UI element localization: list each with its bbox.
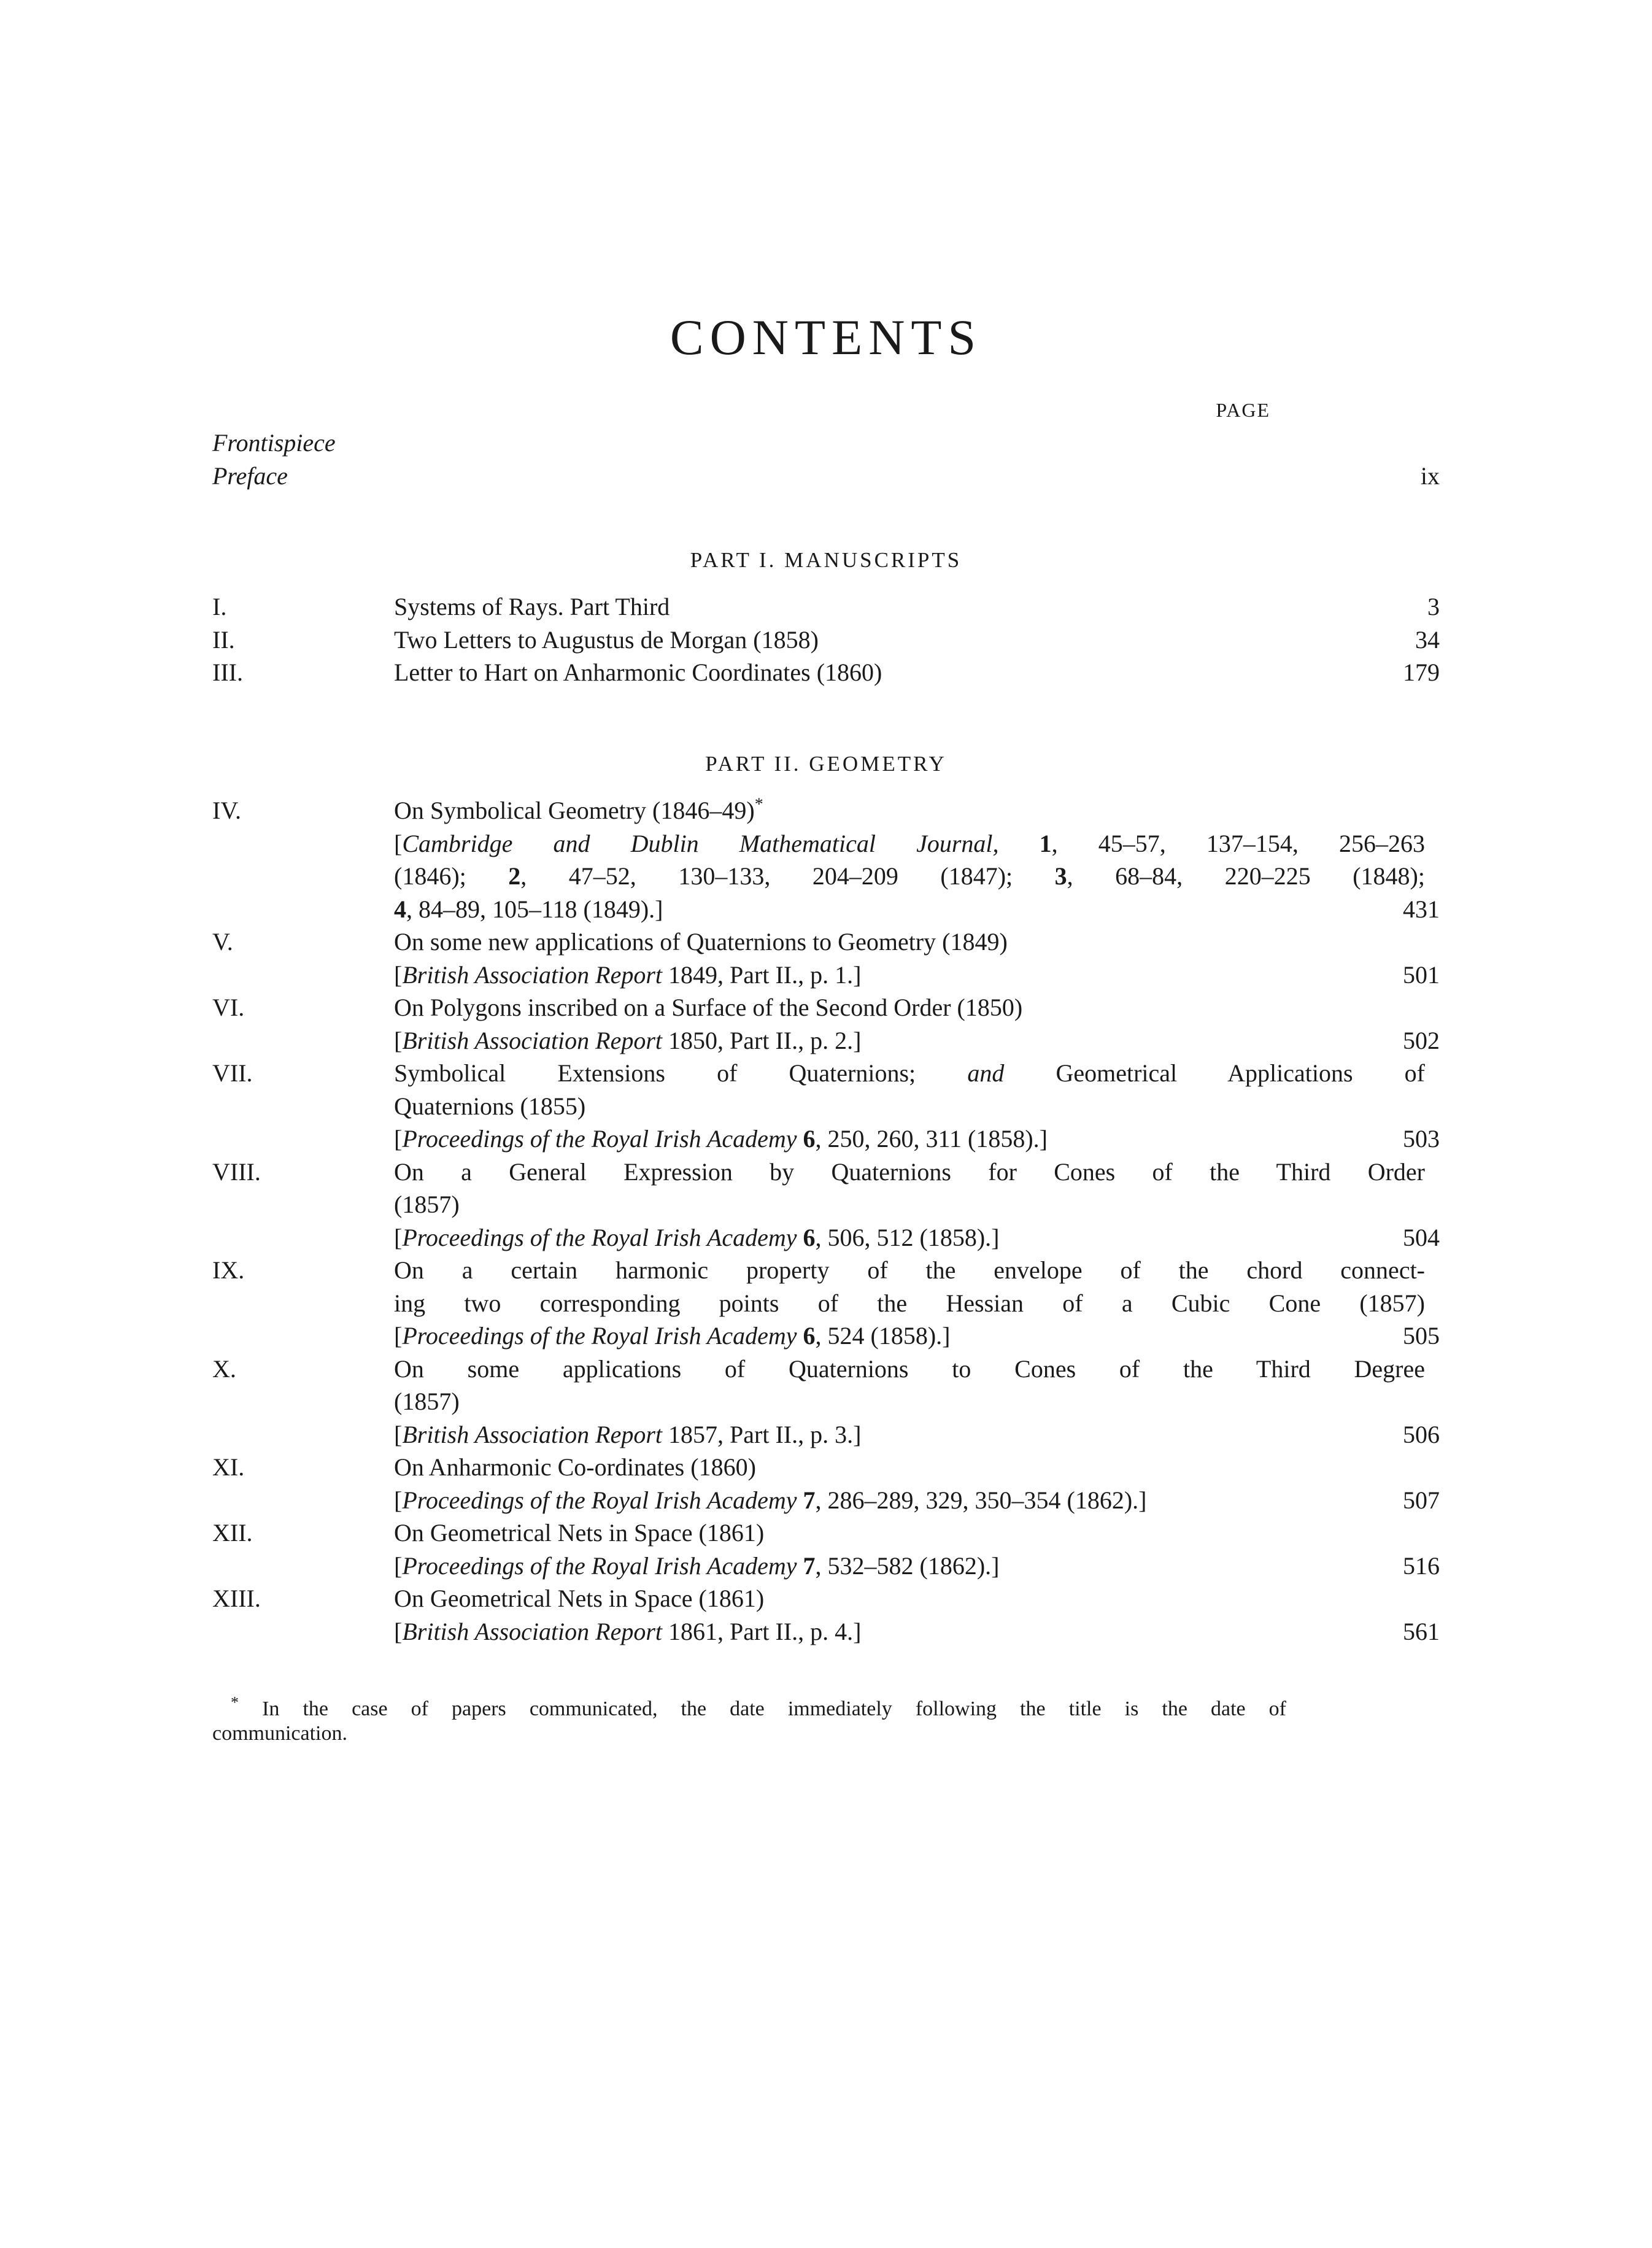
entry-numeral: I. — [212, 593, 227, 620]
entry-page: 506 — [1403, 1420, 1440, 1448]
entry-reference: [British Association Report 1861, Part II., p. 4.] — [394, 1617, 862, 1645]
entry-title: On Polygons inscribed on a Surface of the Second Order (1850) — [394, 994, 1023, 1021]
entry-title: On Geometrical Nets in Space (1861) — [394, 1519, 765, 1547]
part-heading: PART II. GEOMETRY — [705, 752, 947, 776]
footnote-text: communication. — [212, 1722, 348, 1745]
front-matter-page: ix — [1420, 462, 1440, 490]
entry-page: 503 — [1403, 1125, 1440, 1153]
toc-entry — [212, 656, 1440, 689]
entry-title: On Symbolical Geometry (1846–49) — [394, 797, 755, 824]
entry-numeral: II. — [212, 625, 235, 654]
footnote — [212, 1693, 1287, 1746]
toc-entry — [212, 590, 1440, 624]
entry-page: 34 — [1415, 625, 1440, 654]
entry-title: Systems of Rays. Part Third — [394, 593, 670, 620]
entry-page: 431 — [1403, 895, 1440, 923]
entry-page: 504 — [1403, 1223, 1440, 1251]
front-matter-item — [212, 427, 1440, 460]
toc-entry — [212, 1516, 1440, 1582]
entry-page: 501 — [1403, 960, 1440, 989]
page-title: CONTENTS — [670, 309, 982, 365]
entry-numeral: VIII. — [212, 1157, 261, 1186]
entry-reference: [Proceedings of the Royal Irish Academy 6, 506, 512 (1858).] — [394, 1223, 1000, 1251]
entry-title: (1857) — [394, 1388, 460, 1415]
entry-title: Letter to Hart on Anharmonic Coordinates (1860) — [394, 659, 882, 686]
entry-title: Symbolical Extensions of Quaternions; and Geometrical Applications of — [394, 1059, 1425, 1087]
entry-reference: 4, 84–89, 105–118 (1849).] — [394, 895, 663, 923]
entry-reference: [Proceedings of the Royal Irish Academy 7, 286–289, 329, 350–354 (1862).] — [394, 1486, 1147, 1514]
entry-page: 3 — [1427, 593, 1440, 620]
toc-entry — [212, 1451, 1440, 1516]
entry-title: On Geometrical Nets in Space (1861) — [394, 1585, 765, 1612]
entry-numeral: VII. — [212, 1059, 253, 1087]
entry-title: On a General Expression by Quaternions for Cones of the Third Order — [394, 1157, 1425, 1186]
entry-title: On a certain harmonic property of the envelope of the chord connect- — [394, 1256, 1425, 1284]
toc-entry — [212, 1156, 1440, 1254]
front-matter-label: Preface — [212, 462, 288, 490]
entry-page: 507 — [1403, 1486, 1440, 1514]
entry-reference: [British Association Report 1849, Part II., p. 1.] — [394, 960, 862, 989]
entry-numeral: IV. — [212, 797, 242, 824]
toc-entry — [212, 1254, 1440, 1353]
entry-page: 179 — [1403, 659, 1440, 686]
entry-reference: [Proceedings of the Royal Irish Academy 6, 524 (1858).] — [394, 1322, 951, 1350]
front-matter-item — [212, 460, 1440, 493]
entry-page: 505 — [1403, 1322, 1440, 1350]
entry-reference: [British Association Report 1857, Part II., p. 3.] — [394, 1420, 862, 1448]
entry-numeral: V. — [212, 928, 233, 956]
entry-reference: (1846); 2, 47–52, 130–133, 204–209 (1847); 3, 68–84, 220–225 (1848); — [394, 862, 1425, 890]
part-1-list — [212, 590, 1440, 689]
part-2-list — [212, 794, 1440, 1648]
entry-numeral: XI. — [212, 1453, 245, 1481]
entry-title: On some applications of Quaternions to Cones of the Third Degree — [394, 1354, 1425, 1383]
part-heading: PART I. MANUSCRIPTS — [690, 548, 962, 572]
footnote-text: In the case of papers communicated, the date immediately following the title is the date of — [262, 1698, 1287, 1720]
entry-page: 561 — [1403, 1617, 1440, 1645]
entry-numeral: XII. — [212, 1519, 253, 1547]
toc-entry — [212, 1057, 1440, 1156]
toc-entry — [212, 1353, 1440, 1451]
entry-reference: [Proceedings of the Royal Irish Academy 7, 532–582 (1862).] — [394, 1551, 1000, 1580]
entry-reference: [Proceedings of the Royal Irish Academy 6, 250, 260, 311 (1858).] — [394, 1125, 1048, 1153]
entry-page: 502 — [1403, 1026, 1440, 1054]
entry-title: Quaternions (1855) — [394, 1092, 586, 1120]
entry-reference: [British Association Report 1850, Part II., p. 2.] — [394, 1026, 862, 1054]
entry-title: ing two corresponding points of the Hessian of a Cubic Cone (1857) — [394, 1289, 1425, 1317]
toc-entry — [212, 794, 1440, 925]
toc-entry — [212, 624, 1440, 657]
entry-numeral: VI. — [212, 994, 245, 1021]
entry-numeral: X. — [212, 1354, 236, 1383]
entry-numeral: IX. — [212, 1256, 245, 1284]
entry-page: 516 — [1403, 1551, 1440, 1580]
entry-numeral: III. — [212, 659, 243, 686]
toc-entry — [212, 925, 1440, 991]
entry-title: (1857) — [394, 1191, 460, 1218]
front-matter — [212, 427, 1440, 493]
footnote-mark: * — [231, 1693, 239, 1712]
entry-numeral: XIII. — [212, 1585, 261, 1612]
front-matter-label: Frontispiece — [212, 429, 336, 457]
footnote-mark: * — [754, 795, 763, 814]
toc-entry — [212, 991, 1440, 1057]
entry-reference: [Cambridge and Dublin Mathematical Journal, 1, 45–57, 137–154, 256–263 — [394, 829, 1426, 857]
page-column-label: PAGE — [1216, 399, 1270, 421]
entry-title: Two Letters to Augustus de Morgan (1858) — [394, 625, 819, 654]
entry-title: On some new applications of Quaternions to Geometry (1849) — [394, 928, 1008, 956]
entry-title: On Anharmonic Co-ordinates (1860) — [394, 1453, 756, 1481]
toc-entry — [212, 1582, 1440, 1648]
